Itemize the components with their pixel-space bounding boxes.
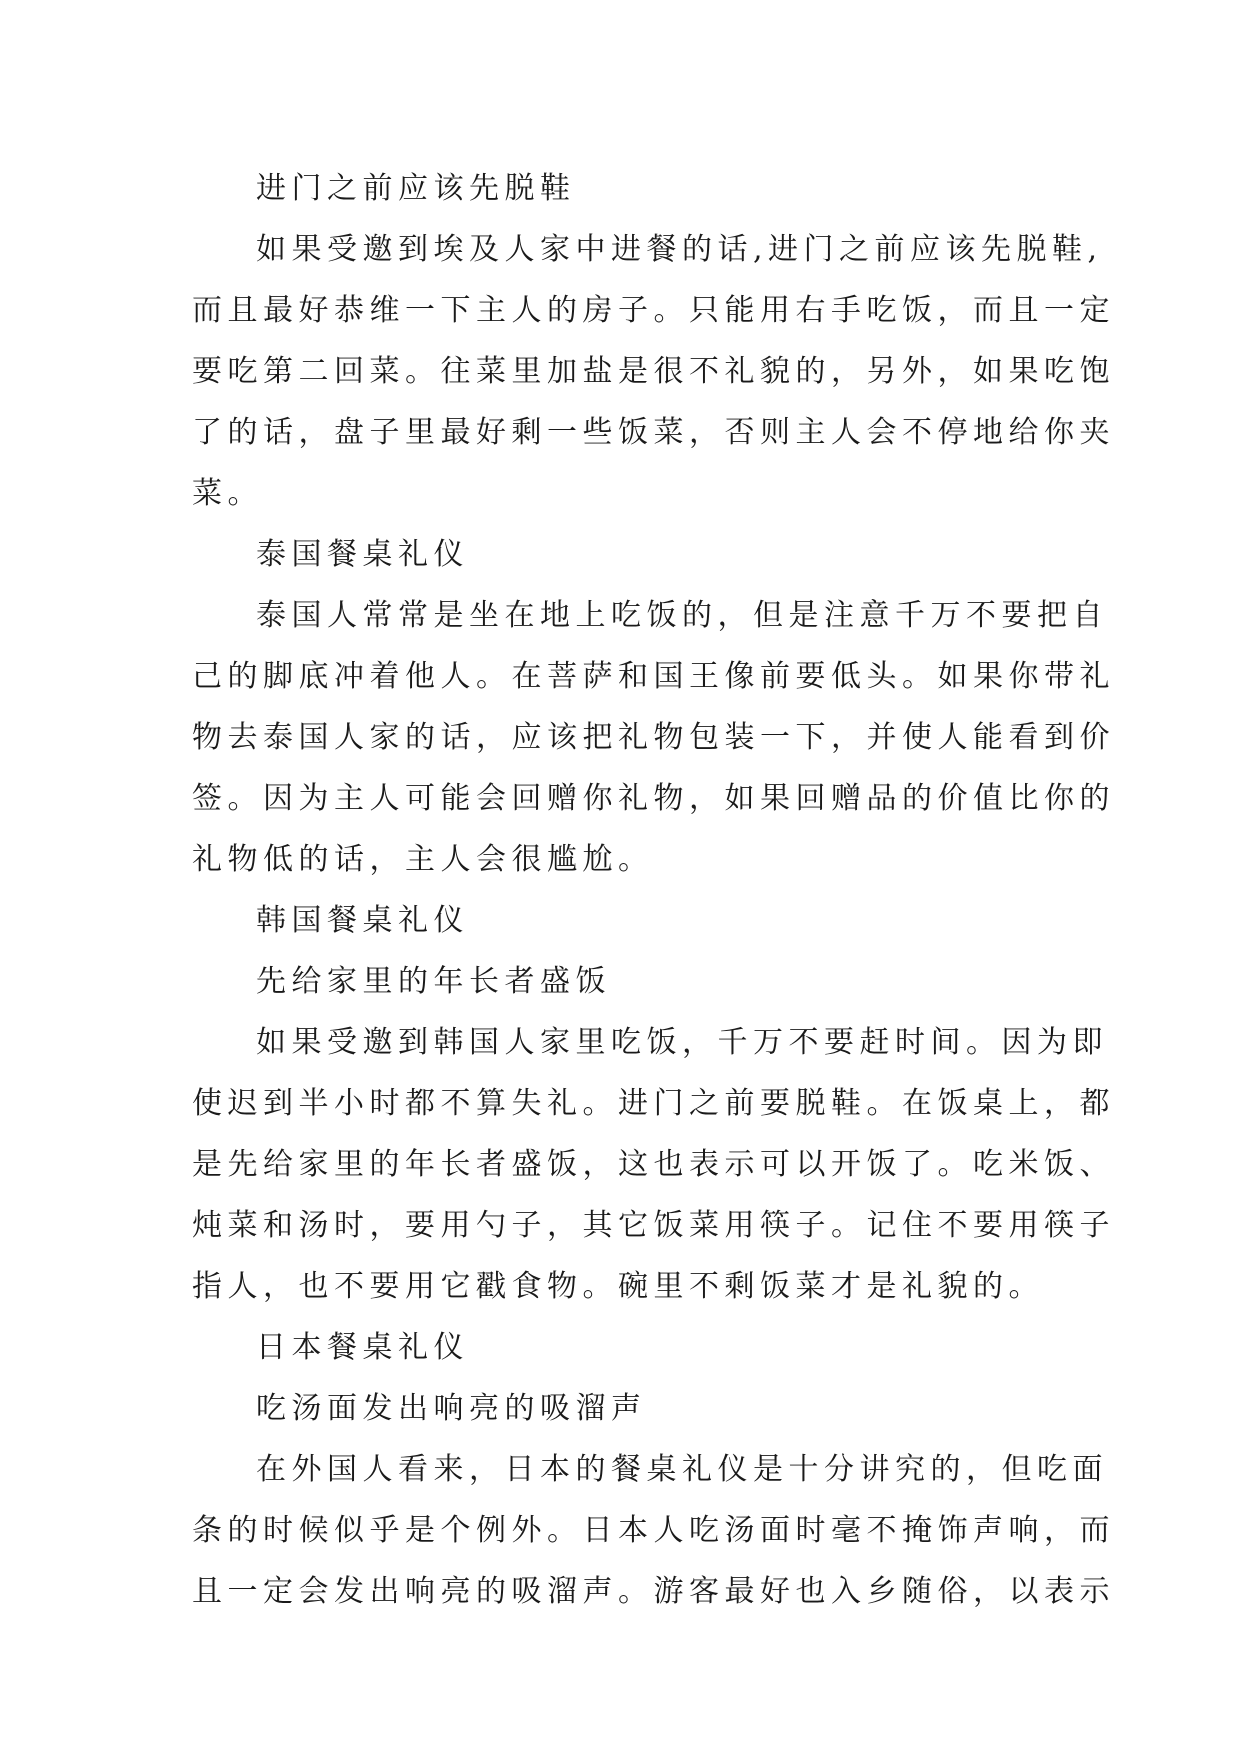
section-heading: 韩国餐桌礼仪 xyxy=(256,903,469,938)
paragraph-line: 物去泰国人家的话，应该把礼物包装一下，并使人能看到价 xyxy=(192,720,1115,755)
section-heading: 进门之前应该先脱鞋 xyxy=(256,171,576,206)
document-page xyxy=(192,158,1115,1622)
paragraph-line: 如果受邀到韩国人家里吃饭，千万不要赶时间。因为即 xyxy=(256,1025,1108,1060)
paragraph-line: 菜。 xyxy=(192,476,263,511)
paragraph-line: 且一定会发出响亮的吸溜声。游客最好也入乡随俗，以表示 xyxy=(192,1574,1115,1609)
paragraph-line: 礼物低的话，主人会很尴尬。 xyxy=(192,842,654,877)
paragraph-line: 了的话，盘子里最好剩一些饭菜，否则主人会不停地给你夹 xyxy=(192,415,1115,450)
paragraph-line: 己的脚底冲着他人。在菩萨和国王像前要低头。如果你带礼 xyxy=(192,659,1115,694)
section-heading: 泰国餐桌礼仪 xyxy=(256,537,469,572)
paragraph-line: 签。因为主人可能会回赠你礼物，如果回赠品的价值比你的 xyxy=(192,781,1115,816)
paragraph-line: 在外国人看来，日本的餐桌礼仪是十分讲究的，但吃面 xyxy=(256,1452,1108,1487)
paragraph-line: 炖菜和汤时，要用勺子，其它饭菜用筷子。记住不要用筷子 xyxy=(192,1208,1115,1243)
paragraph-line: 是先给家里的年长者盛饭，这也表示可以开饭了。吃米饭、 xyxy=(192,1147,1115,1182)
paragraph-line: 而且最好恭维一下主人的房子。只能用右手吃饭，而且一定 xyxy=(192,293,1115,328)
paragraph-line: 如果受邀到埃及人家中进餐的话,进门之前应该先脱鞋, xyxy=(256,232,1103,267)
paragraph-line: 要吃第二回菜。往菜里加盐是很不礼貌的，另外，如果吃饱 xyxy=(192,354,1115,389)
section-subheading: 吃汤面发出响亮的吸溜声 xyxy=(256,1391,647,1426)
section-heading: 日本餐桌礼仪 xyxy=(256,1330,469,1365)
paragraph-line: 使迟到半小时都不算失礼。进门之前要脱鞋。在饭桌上，都 xyxy=(192,1086,1115,1121)
paragraph-line: 指人，也不要用它戳食物。碗里不剩饭菜才是礼貌的。 xyxy=(192,1269,1044,1304)
paragraph-line: 泰国人常常是坐在地上吃饭的，但是注意千万不要把自 xyxy=(256,598,1108,633)
paragraph-line: 条的时候似乎是个例外。日本人吃汤面时毫不掩饰声响，而 xyxy=(192,1513,1115,1548)
section-subheading: 先给家里的年长者盛饭 xyxy=(256,964,611,999)
